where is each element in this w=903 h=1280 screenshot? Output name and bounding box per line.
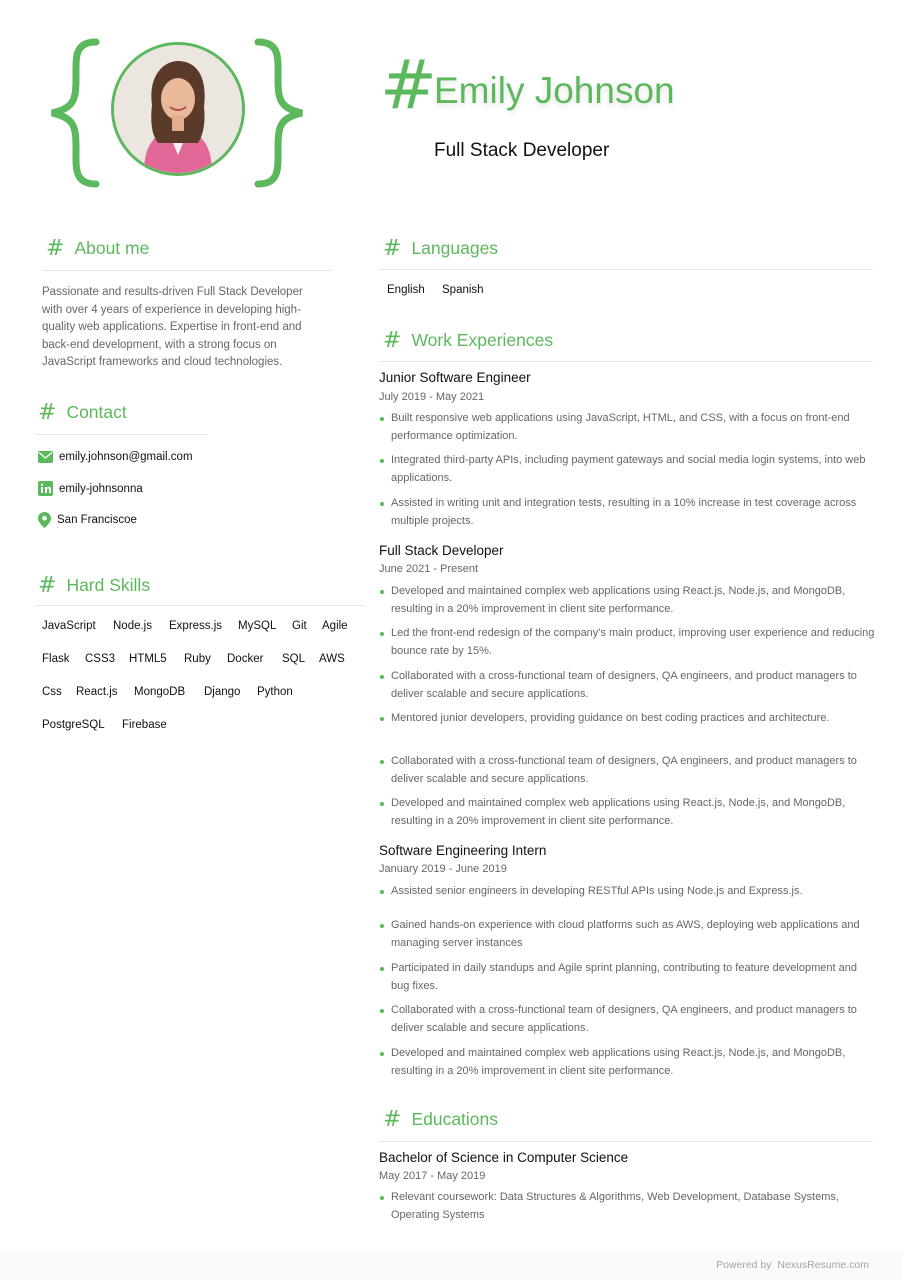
hash-icon: # (383, 1107, 402, 1132)
skill-chip: HTML5 (129, 653, 167, 665)
work-heading (383, 328, 553, 353)
left-brace-decoration (44, 38, 104, 188)
bullet-text: Collaborated with a cross-functional team of designers, QA engineers, and product managers to deliver scalable and secure applications. (391, 755, 857, 785)
powered-label: Powered by (716, 1259, 772, 1271)
work-divider (379, 361, 873, 362)
language-chip: Spanish (442, 284, 484, 296)
about-title: About me (74, 238, 150, 258)
skills-heading (38, 573, 150, 598)
bullet-dot (380, 459, 384, 463)
bullet-dot (380, 967, 384, 971)
contact-email[interactable] (38, 451, 193, 463)
hash-icon: # (383, 236, 402, 261)
skill-chip: Agile (322, 620, 348, 632)
bullet-text: Collaborated with a cross-functional team of designers, QA engineers, and product managers to deliver scalable and secure applications. (391, 670, 857, 700)
job-title: Junior Software Engineer (379, 370, 531, 385)
skill-chip: PostgreSQL (42, 719, 105, 731)
skills-divider (36, 605, 364, 606)
hash-icon: # (46, 236, 65, 261)
bullet-text: Mentored junior developers, providing guidance on best coding practices and architecture. (391, 712, 830, 724)
bullet-dot (380, 417, 384, 421)
bullet-text: Developed and maintained complex web applications using React.js, Node.js, and MongoDB, resulting in a 20% improvement in client site performance. (391, 797, 846, 827)
contact-title: Contact (66, 402, 127, 422)
bullet-text: Integrated third-party APIs, including payment gateways and social media login systems, into web applications. (391, 454, 866, 484)
contact-email-text: emily.johnson@gmail.com (59, 451, 193, 463)
job-bullet (380, 883, 875, 901)
skill-chip: Python (257, 686, 293, 698)
right-brace-decoration (250, 38, 310, 188)
bullet-text: Built responsive web applications using JavaScript, HTML, and CSS, with a focus on front-end performance optimization. (391, 412, 850, 442)
skill-chip: Express.js (169, 620, 223, 632)
bullet-dot (380, 890, 384, 894)
profile-photo (111, 42, 245, 176)
languages-title: Languages (411, 238, 499, 258)
skill-chip: MySQL (238, 620, 277, 632)
skill-chip: CSS3 (85, 653, 116, 665)
job-date: January 2019 - June 2019 (379, 863, 507, 875)
skill-chip: Css (42, 686, 62, 698)
candidate-name: Emily Johnson (434, 70, 675, 111)
candidate-role: Full Stack Developer (434, 140, 610, 161)
skill-chip: AWS (319, 653, 345, 665)
skill-chip: JavaScript (42, 620, 96, 632)
contact-heading (38, 400, 127, 425)
education-heading (383, 1107, 498, 1132)
skill-chip: Django (204, 686, 241, 698)
degree-date: May 2017 - May 2019 (379, 1170, 486, 1182)
bullet-text: Developed and maintained complex web applications using React.js, Node.js, and MongoDB, resulting in a 20% improvement in client site performance. (391, 1047, 846, 1077)
powered-by (716, 1259, 869, 1271)
skill-chip: Node.js (113, 620, 152, 632)
job-bullet (380, 753, 875, 788)
about-divider (42, 270, 332, 271)
degree-title: Bachelor of Science in Computer Science (379, 1150, 629, 1165)
job-date: June 2021 - Present (379, 563, 479, 575)
bullet-text: Led the front-end redesign of the company's main product, improving user experience and reducing bounce rate by 15%. (391, 627, 875, 657)
hash-icon: # (38, 400, 57, 425)
name-hash-symbol: # (380, 46, 437, 125)
contact-linkedin-text: emily-johnsonna (59, 482, 143, 495)
bullet-dot (380, 760, 384, 764)
job-bullet (380, 583, 875, 618)
job-bullet (380, 668, 875, 703)
bullet-text: Participated in daily standups and Agile sprint planning, contributing to feature development and bug fixes. (391, 962, 857, 992)
contact-linkedin[interactable] (38, 481, 143, 496)
bullet-dot (380, 802, 384, 806)
about-text: Passionate and results-driven Full Stack Developer with over 4 years of experience in developing high-quality web applications. Expertise in front-end and back-end development, with a strong focus on JavaScript frameworks and cloud technologies. (42, 286, 303, 368)
bullet-dot (380, 1009, 384, 1013)
language-chip: English (387, 284, 425, 296)
skill-chip: Docker (227, 653, 264, 665)
skill-chip: Git (292, 620, 307, 632)
bullet-dot (380, 1196, 384, 1200)
bullet-text: Relevant coursework: Data Structures & Algorithms, Web Development, Database Systems, Operating Systems (391, 1191, 839, 1221)
bullet-dot (380, 590, 384, 594)
job-bullet (380, 1045, 875, 1080)
skill-chip: Ruby (184, 653, 211, 665)
bullet-text: Developed and maintained complex web applications using React.js, Node.js, and MongoDB, resulting in a 20% improvement in client site performance. (391, 585, 846, 615)
job-bullet (380, 960, 875, 995)
education-title: Educations (411, 1109, 499, 1129)
bullet-dot (380, 675, 384, 679)
bullet-text: Gained hands-on experience with cloud platforms such as AWS, deploying web applications and managing server instances (391, 919, 860, 949)
job-bullet (380, 710, 875, 728)
work-title: Work Experiences (411, 330, 554, 350)
contact-divider (36, 434, 208, 435)
job-bullet (380, 495, 875, 530)
brand-link[interactable]: NexusResume.com (777, 1259, 869, 1271)
languages-divider (379, 269, 873, 270)
bullet-dot (380, 717, 384, 721)
skill-chip: Flask (42, 653, 70, 665)
linkedin-icon (38, 481, 53, 496)
bullet-dot (380, 502, 384, 506)
education-divider (379, 1141, 873, 1142)
skill-chip: SQL (282, 653, 306, 665)
job-date: July 2019 - May 2021 (379, 391, 485, 403)
bullet-dot (380, 924, 384, 928)
bullet-dot (380, 1052, 384, 1056)
bullet-text: Assisted in writing unit and integration tests, resulting in a 10% increase in test coverage across multiple projects. (391, 497, 857, 527)
footer (0, 1250, 903, 1280)
job-title: Full Stack Developer (379, 543, 504, 558)
location-pin-icon (38, 512, 51, 528)
job-bullet (380, 410, 875, 445)
hash-icon: # (383, 328, 402, 353)
hash-icon: # (38, 573, 57, 598)
skill-chip: React.js (76, 686, 118, 698)
job-bullet (380, 917, 875, 952)
about-heading (46, 236, 149, 261)
skill-chip: MongoDB (134, 686, 186, 698)
bullet-text: Assisted senior engineers in developing RESTful APIs using Node.js and Express.js. (391, 885, 803, 897)
bullet-dot (380, 632, 384, 636)
contact-location (38, 512, 137, 528)
job-bullet (380, 625, 875, 660)
job-bullet (380, 452, 875, 487)
job-bullet (380, 795, 875, 830)
bullet-text: Collaborated with a cross-functional team of designers, QA engineers, and product managers to deliver scalable and secure applications. (391, 1004, 857, 1034)
skills-title: Hard Skills (66, 575, 151, 595)
job-bullet (380, 1002, 875, 1037)
education-bullet (380, 1189, 875, 1224)
mail-icon (38, 451, 53, 463)
contact-location-text: San Franciscoe (57, 514, 137, 526)
job-title: Software Engineering Intern (379, 843, 547, 858)
languages-heading (383, 236, 498, 261)
skill-chip: Firebase (122, 719, 167, 731)
